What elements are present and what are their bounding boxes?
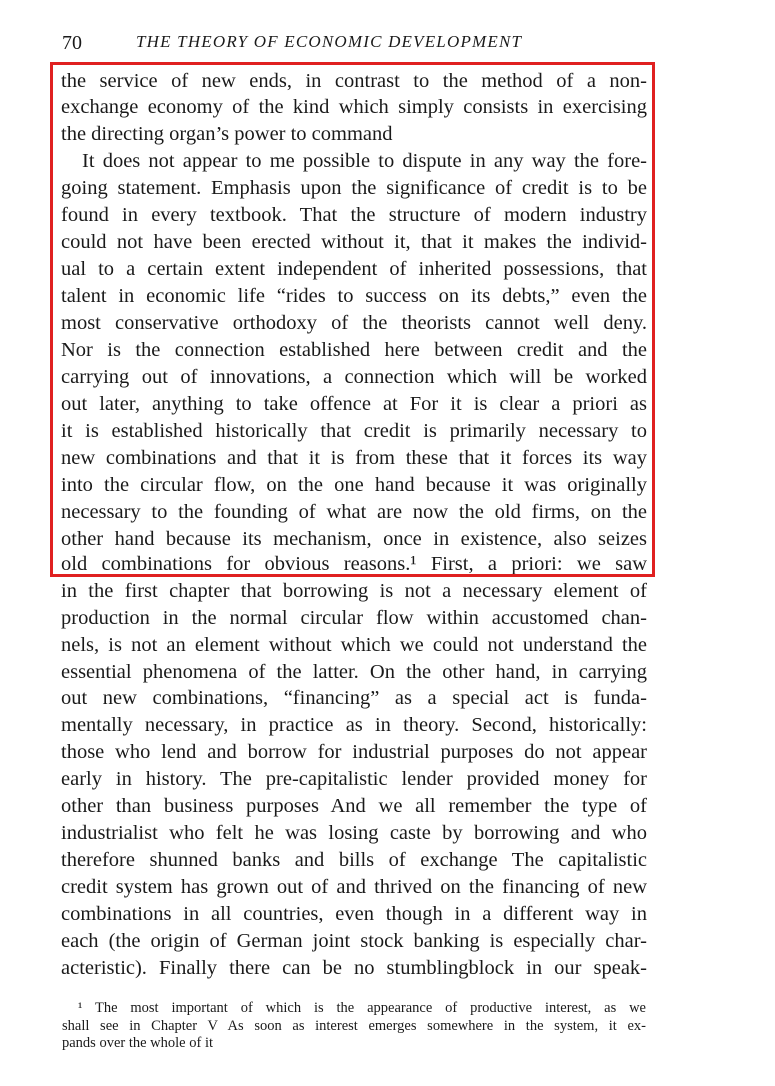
- body-line: out new combinations, “financing” as a special act is funda-: [61, 687, 647, 709]
- page-number: 70: [62, 32, 82, 54]
- footnote-line: shall see in Chapter V As soon as interest emerges somewhere in the system, it ex-: [62, 1018, 646, 1034]
- body-line: nels, is not an element without which we could not understand the: [61, 634, 647, 656]
- body-line: in the first chapter that borrowing is not a necessary element of: [61, 580, 647, 602]
- body-line: essential phenomena of the latter. On the other hand, in carrying: [61, 661, 647, 683]
- page-header: [62, 30, 652, 56]
- body-line: carrying out of innovations, a connection which will be worked: [61, 366, 647, 388]
- body-line: Nor is the connection established here between credit and the: [61, 339, 647, 361]
- body-line: talent in economic life “rides to success on its debts,” even the: [61, 285, 647, 307]
- body-line: the directing organ’s power to command: [61, 123, 393, 145]
- body-line: ual to a certain extent independent of inherited possessions, that: [61, 258, 647, 280]
- body-line: necessary to the founding of what are now the old firms, on the: [61, 501, 647, 523]
- body-line: old combinations for obvious reasons.¹ First, a priori: we saw: [61, 553, 647, 575]
- body-line: early in history. The pre-capitalistic lender provided money for: [61, 768, 647, 790]
- body-line: production in the normal circular flow within accustomed chan-: [61, 607, 647, 629]
- body-line: mentally necessary, in practice as in theory. Second, historically:: [61, 714, 647, 736]
- running-head: THE THEORY OF ECONOMIC DEVELOPMENT: [136, 32, 523, 51]
- body-line: each (the origin of German joint stock banking is especially char-: [61, 930, 647, 952]
- body-line: found in every textbook. That the structure of modern industry: [61, 204, 647, 226]
- body-line: exchange economy of the kind which simply consists in exercising: [61, 96, 647, 118]
- body-line: other hand because its mechanism, once in existence, also seizes: [61, 528, 647, 550]
- body-line: new combinations and that it is from these that it forces its way: [61, 447, 647, 469]
- body-line: out later, anything to take offence at For it is clear a priori as: [61, 393, 647, 415]
- body-line: credit system has grown out of and thrived on the financing of new: [61, 876, 647, 898]
- body-line: could not have been erected without it, that it makes the individ-: [61, 231, 647, 253]
- body-line: those who lend and borrow for industrial purposes do not appear: [61, 741, 647, 763]
- body-line: into the circular flow, on the one hand because it was originally: [61, 474, 647, 496]
- body-line: therefore shunned banks and bills of exchange The capitalistic: [61, 849, 647, 871]
- body-line: other than business purposes And we all remember the type of: [61, 795, 647, 817]
- body-line: the service of new ends, in contrast to the method of a non-: [61, 70, 647, 92]
- body-line: industrialist who felt he was losing caste by borrowing and who: [61, 822, 647, 844]
- body-line: It does not appear to me possible to dispute in any way the fore-: [82, 150, 647, 172]
- footnote-line: ¹ The most important of which is the appearance of productive interest, as we: [78, 1000, 646, 1016]
- body-line: most conservative orthodoxy of the theorists cannot well deny.: [61, 312, 647, 334]
- body-line: combinations in all countries, even though in a different way in: [61, 903, 647, 925]
- body-line: acteristic). Finally there can be no stumblingblock in our speak-: [61, 957, 647, 979]
- footnote-line: pands over the whole of it: [62, 1035, 214, 1051]
- body-line: going statement. Emphasis upon the significance of credit is to be: [61, 177, 647, 199]
- body-line: it is established historically that credit is primarily necessary to: [61, 420, 647, 442]
